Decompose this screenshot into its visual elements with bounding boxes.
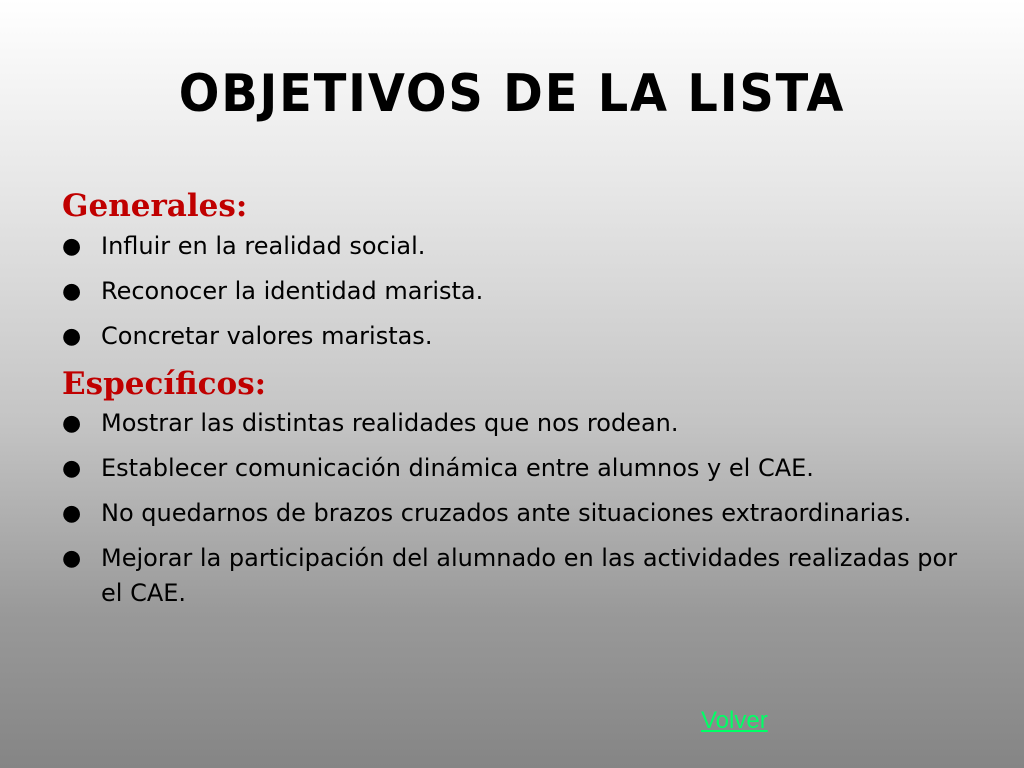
list-item [62, 496, 962, 531]
bullet-icon: ● [62, 546, 82, 571]
list-item-text: Influir en la realidad social. [101, 232, 426, 260]
list-item [62, 319, 962, 354]
list-item [62, 229, 962, 264]
bullet-icon: ● [62, 234, 82, 259]
generales-list [62, 229, 962, 354]
list-item-text: Establecer comunicación dinámica entre alumnos y el CAE. [101, 454, 814, 482]
slide-content [62, 186, 962, 621]
especificos-heading: Específicos: [62, 366, 267, 402]
list-item-text: Mostrar las distintas realidades que nos rodean. [101, 409, 679, 437]
list-item [62, 451, 962, 486]
list-item [62, 406, 962, 441]
especificos-list [62, 406, 962, 611]
list-item [62, 274, 962, 309]
generales-heading: Generales: [62, 188, 248, 224]
slide-title: OBJETIVOS DE LA LISTA [178, 64, 846, 124]
bullet-icon: ● [62, 411, 82, 436]
list-item-text: Reconocer la identidad marista. [101, 277, 484, 305]
volver-link[interactable]: Volver [701, 707, 768, 734]
bullet-icon: ● [62, 456, 82, 481]
bullet-icon: ● [62, 324, 82, 349]
bullet-icon: ● [62, 501, 82, 526]
list-item [62, 541, 962, 611]
list-item-text: Concretar valores maristas. [101, 322, 433, 350]
bullet-icon: ● [62, 279, 82, 304]
list-item-text: Mejorar la participación del alumnado en las actividades realizadas por el CAE. [101, 544, 958, 607]
list-item-text: No quedarnos de brazos cruzados ante situaciones extraordinarias. [101, 499, 912, 527]
